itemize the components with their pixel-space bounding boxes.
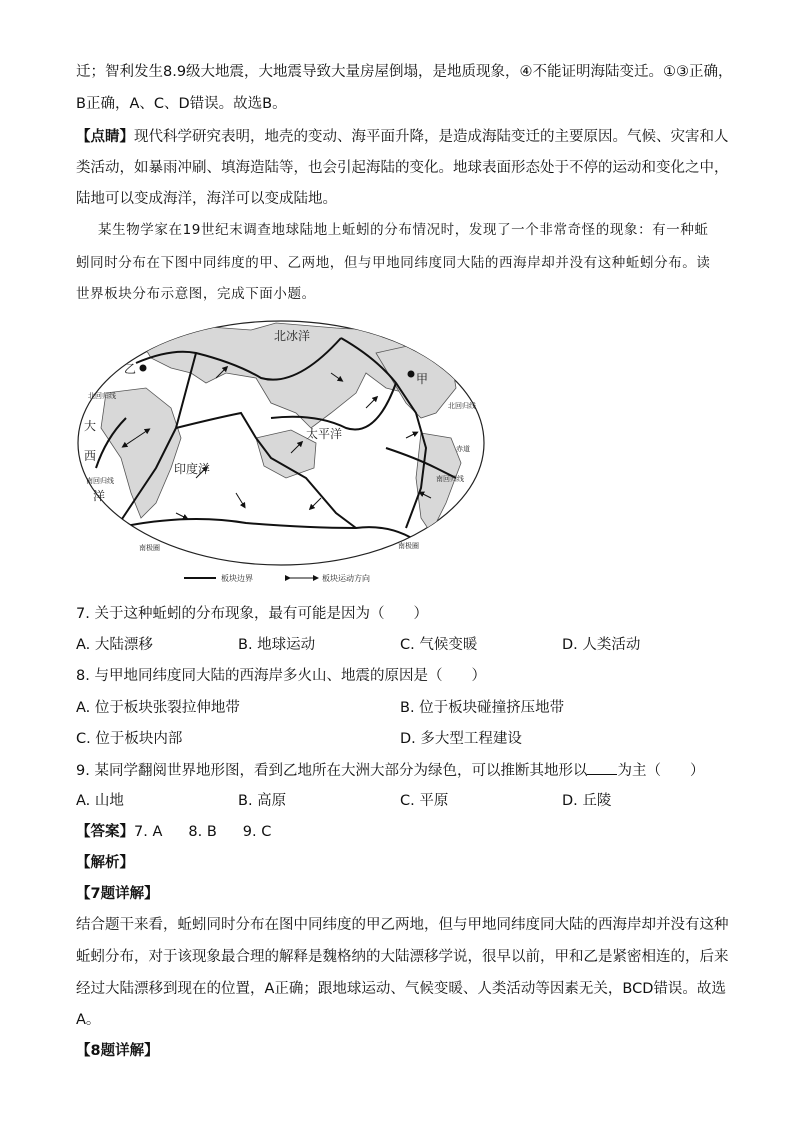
q8-option-a: A. 位于板块张裂拉伸地带 xyxy=(76,700,240,716)
tip-paragraph-line xyxy=(76,127,729,147)
material-line: 某生物学家在19世纪末调查地球陆地上蚯蚓的分布情况时，发现了一个非常奇怪的现象：有一种蚯 xyxy=(98,222,709,238)
label-atlantic-3: 洋 xyxy=(93,489,106,503)
question-7-stem: 7. 关于这种蚯蚓的分布现象，最有可能是因为（ ） xyxy=(76,606,428,622)
legend-boundary-label: 板块边界 xyxy=(221,574,253,583)
q8-option-c: C. 位于板块内部 xyxy=(76,731,183,747)
q7-option-b: B. 地球运动 xyxy=(238,637,316,653)
q9-stem-before: 9. 某同学翻阅世界地形图，看到乙地所在大洲大部分为绿色，可以推断其地形以 xyxy=(76,763,588,779)
q7-detail-line: A。 xyxy=(76,1012,101,1028)
q7-detail-line: 结合题干来看，蚯蚓同时分布在图中同纬度的甲乙两地，但与甲地同纬度同大陆的西海岸却并没有这种 xyxy=(76,917,729,933)
answer-tag: 【答案】 xyxy=(76,824,134,840)
answer-7: 7. A xyxy=(134,824,163,840)
q7-option-a: A. 大陆漂移 xyxy=(76,637,153,653)
question-8-stem: 8. 与甲地同纬度同大陆的西海岸多火山、地震的原因是（ ） xyxy=(76,668,486,684)
material-line: 蚓同时分布在下图中同纬度的甲、乙两地，但与甲地同纬度同大陆的西海岸却并没有这种蚯蚓分布。读 xyxy=(76,255,711,271)
q7-option-d: D. 人类活动 xyxy=(562,637,641,653)
answer-line xyxy=(76,822,271,842)
q9-option-d: D. 丘陵 xyxy=(562,793,612,809)
label-antarctic-left: 南极圈 xyxy=(139,544,160,552)
q8-option-d: D. 多大型工程建设 xyxy=(400,731,522,747)
q7-option-c: C. 气候变暖 xyxy=(400,637,478,653)
label-tropic-s-left: 南回归线 xyxy=(86,477,114,485)
label-arctic: 北冰洋 xyxy=(274,329,311,343)
text-line: 类活动，如暴雨冲刷、填海造陆等，也会引起海陆的变化。地球表面形态处于不停的运动和变化之中， xyxy=(76,160,729,176)
label-tropic-n-left: 北回归线 xyxy=(88,392,116,400)
label-equator: 赤道 xyxy=(456,445,470,453)
label-yi: 乙 xyxy=(124,362,137,376)
q8-detail-tag: 【8题详解】 xyxy=(76,1043,159,1059)
plate-map-figure xyxy=(76,318,486,588)
label-antarctic-right: 南极圈 xyxy=(398,542,419,550)
label-atlantic-2: 西 xyxy=(84,449,97,463)
answer-9: 9. C xyxy=(242,824,272,840)
label-atlantic-1: 大 xyxy=(84,419,97,433)
q9-option-c: C. 平原 xyxy=(400,793,449,809)
q7-detail-tag: 【7题详解】 xyxy=(76,886,159,902)
legend-direction-label: 板块运动方向 xyxy=(322,574,370,583)
tip-tag: 【点睛】 xyxy=(76,129,134,145)
jia-point xyxy=(408,371,415,378)
label-tropic-n-right: 北回归线 xyxy=(448,402,476,410)
yi-point xyxy=(140,365,147,372)
label-pacific: 太平洋 xyxy=(306,427,343,441)
q9-stem-after: 为主（ ） xyxy=(617,763,705,779)
label-indian: 印度洋 xyxy=(174,462,211,476)
antarctica-land xyxy=(86,568,476,588)
text-span: 现代科学研究表明，地壳的变动、海平面升降，是造成海陆变迁的主要原因。气候、灾害和人 xyxy=(134,129,729,145)
analysis-tag: 【解析】 xyxy=(76,855,134,871)
plate-map-svg xyxy=(76,318,486,588)
text-line: 迁；智利发生8.9级大地震，大地震导致大量房屋倒塌，是地质现象，④不能证明海陆变迁。①③正确， xyxy=(76,64,733,80)
answer-8: 8. B xyxy=(188,824,217,840)
q8-option-b: B. 位于板块碰撞挤压地带 xyxy=(400,700,565,716)
text-line: B正确，A、C、D错误。故选B。 xyxy=(76,96,287,112)
label-jia: 甲 xyxy=(416,372,429,386)
label-tropic-s-right: 南回归线 xyxy=(436,475,464,483)
question-9-stem xyxy=(76,760,704,781)
q9-blank xyxy=(587,760,617,775)
q9-option-a: A. 山地 xyxy=(76,793,124,809)
q9-option-b: B. 高原 xyxy=(238,793,287,809)
q7-detail-line: 经过大陆漂移到现在的位置，A正确；跟地球运动、气候变暖、人类活动等因素无关，BCD错误。故选 xyxy=(76,981,726,997)
material-line: 世界板块分布示意图，完成下面小题。 xyxy=(76,286,316,302)
text-line: 陆地可以变成海洋，海洋可以变成陆地。 xyxy=(76,191,337,207)
q7-detail-line: 蚯蚓分布，对于该现象最合理的解释是魏格纳的大陆漂移学说，很早以前，甲和乙是紧密相连的，后来 xyxy=(76,949,729,965)
